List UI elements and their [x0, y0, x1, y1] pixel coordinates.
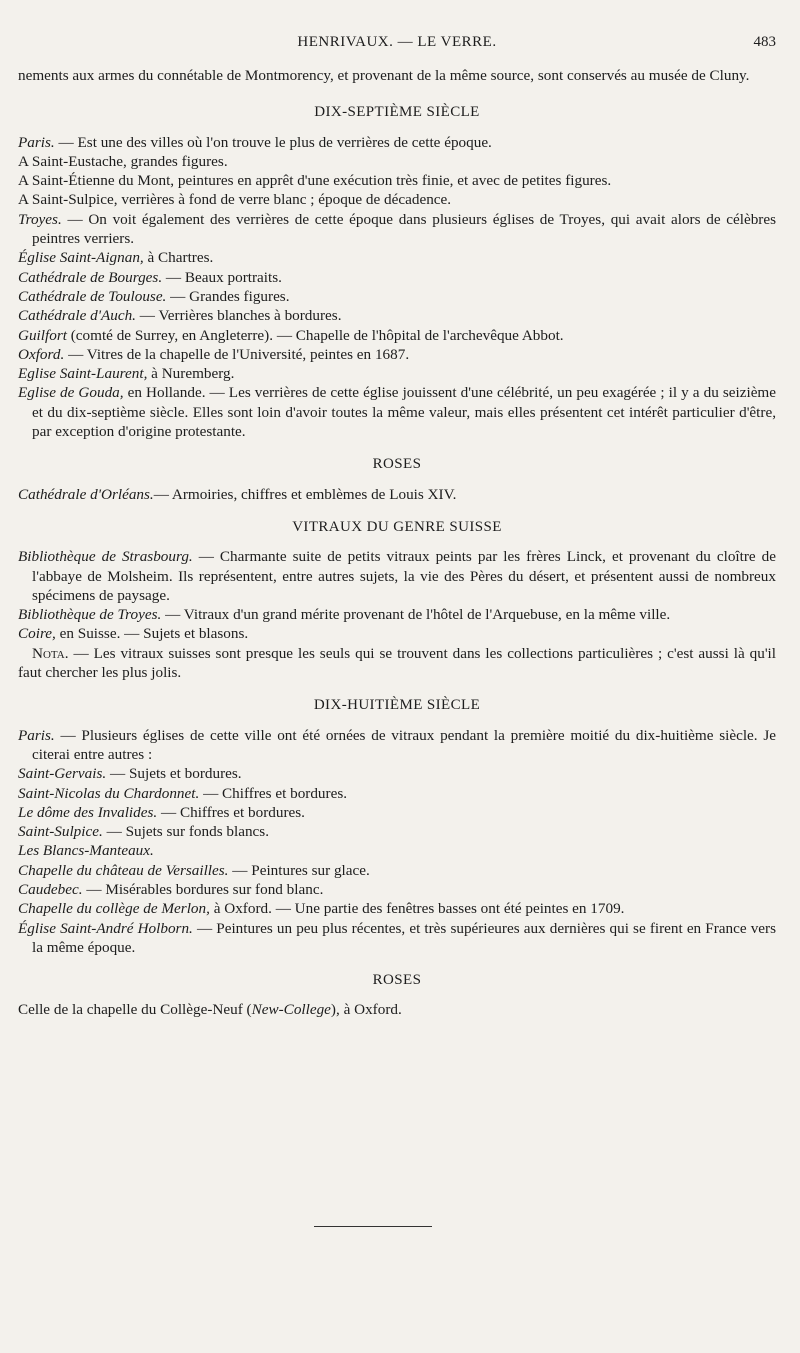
list-item [18, 306, 776, 325]
page-content [18, 66, 776, 1020]
list-item [18, 919, 776, 958]
entry-place: Coire, [18, 625, 56, 643]
entry-place: Cathédrale de Bourges. [18, 268, 163, 286]
page-header [18, 34, 776, 56]
list-item [18, 345, 776, 364]
list-item [18, 190, 776, 209]
entry-place: Troyes. [18, 210, 62, 228]
list-item [18, 547, 776, 605]
entry-text: à Nuremberg. [147, 365, 235, 383]
entry-text: à Oxford. — Une partie des fenêtres basses ont été peintes en 1709. [209, 900, 625, 918]
entry-list-swiss-style [18, 547, 776, 643]
entry-list-roses [18, 485, 776, 504]
entry-text: — Grandes figures. [166, 287, 290, 305]
entry-place: Bibliothèque de Troyes. [18, 606, 162, 624]
roses-text-after: ), à Oxford. [330, 1001, 402, 1019]
list-item [18, 880, 776, 899]
entry-place: Paris. [18, 726, 55, 744]
list-item [18, 485, 776, 504]
entry-text: A Saint-Sulpice, verrières à fond de verre blanc ; époque de décadence. [18, 191, 452, 209]
list-item [18, 605, 776, 624]
entry-place: Le dôme des Invalides. [18, 803, 158, 821]
entry-text: A Saint-Étienne du Mont, peintures en apprêt d'une exécution très finie, et avec de petites figures. [18, 172, 612, 190]
nota-paragraph [18, 644, 776, 683]
nota-text: — Les vitraux suisses sont presque les seuls qui se trouvent dans les collections particulières ; c'est aussi là qu'il faut chercher les plus jolis. [18, 644, 776, 682]
entry-place: Les Blancs-Manteaux. [18, 842, 154, 860]
entry-text: — Peintures un peu plus récentes, et très supérieures aux dernières qui se firent en France vers la même époque. [32, 919, 776, 956]
entry-place: Cathédrale de Toulouse. [18, 287, 167, 305]
section-title-roses-2: ROSES [372, 972, 422, 989]
entry-place: Chapelle du château de Versailles. [18, 861, 229, 879]
list-item [18, 899, 776, 918]
entry-place: Paris. [18, 133, 55, 151]
section-title-18th-century: DIX-HUITIÈME SIÈCLE [313, 697, 481, 714]
entry-place: Cathédrale d'Auch. [18, 307, 136, 325]
entry-place: Guilfort [18, 326, 67, 344]
entry-place: Église Saint-Aignan, [18, 249, 144, 267]
entry-place: Eglise de Gouda, [18, 384, 124, 402]
entry-list-17th-century [18, 133, 776, 442]
entry-place: Saint-Gervais. [18, 765, 107, 783]
entry-text: — Est une des villes où l'on trouve le plus de verrières de cette époque. [54, 133, 492, 151]
list-item [18, 210, 776, 249]
entry-text: à Chartres. [143, 249, 214, 267]
entry-text: — Plusieurs églises de cette ville ont été ornées de vitraux pendant la première moitié du dix-huitième siècle. Je citerai entre autres : [32, 726, 776, 763]
nota-label: Nota. [32, 644, 69, 662]
entry-place: Eglise Saint-Laurent, [18, 365, 148, 383]
list-item [18, 383, 776, 441]
entry-text: — Charmante suite de petits vitraux peints par les frères Linck, et provenant du cloître de l'abbaye de Molsheim. Ils représentent, entre autres sujets, la vie des Pères du désert, et présentent aussi de nombreux spécimens de paysage. [32, 548, 777, 604]
footnote-rule [314, 1226, 432, 1227]
intro-paragraph: nements aux armes du connétable de Montmorency, et provenant de la même source, sont conservés au musée de Cluny. [18, 67, 750, 84]
entry-place: Caudebec. [18, 880, 83, 898]
entry-place: Bibliothèque de Strasbourg. [18, 548, 193, 566]
roses-text-before: Celle de la chapelle du Collège-Neuf ( [18, 1001, 252, 1019]
roses-text-italic: New-College [251, 1001, 331, 1019]
entry-text: — On voit également des verrières de cette époque dans plusieurs églises de Troyes, qui avait alors de célèbres peintres verriers. [32, 210, 776, 248]
entry-place: Chapelle du collège de Merlon, [18, 900, 210, 918]
entry-text: en Hollande. — Les verrières de cette église jouissent d'une célébrité, un peu exagérée ; il y a du seizième et du dix-septième siècle. Elles sont loin d'avoir toutes la même valeur, mais elles présentent cet intérêt particulier d'être, par exception d'origine protestante. [32, 384, 776, 441]
entry-text: — Armoiries, chiffres et emblèmes de Louis XIV. [153, 485, 457, 503]
list-item [18, 171, 776, 190]
section-title-swiss-style: VITRAUX DU GENRE SUISSE [292, 518, 502, 535]
list-item [18, 861, 776, 880]
list-item [18, 784, 776, 803]
entry-text: — Vitres de la chapelle de l'Université, peintes en 1687. [64, 345, 410, 363]
entry-text: (comté de Surrey, en Angleterre). — Chapelle de l'hôpital de l'archevêque Abbot. [66, 326, 564, 344]
entry-place: Cathédrale d'Orléans. [18, 485, 154, 503]
entry-list-18th-century [18, 726, 776, 958]
entry-text: — Beaux portraits. [162, 268, 282, 286]
list-item [18, 624, 776, 643]
entry-text: — Chiffres et bordures. [199, 784, 348, 802]
section-title-roses: ROSES [372, 456, 422, 473]
list-item [18, 133, 776, 152]
entry-text: en Suisse. — Sujets et blasons. [55, 625, 249, 643]
list-item [18, 764, 776, 783]
list-item [18, 822, 776, 841]
entry-place: Saint-Nicolas du Chardonnet. [18, 784, 200, 802]
page-number: 483 [753, 34, 776, 50]
entry-text: — Verrières blanches à bordures. [135, 307, 342, 325]
entry-text: — Misérables bordures sur fond blanc. [82, 880, 324, 898]
list-item [18, 841, 776, 860]
entry-text: — Chiffres et bordures. [157, 803, 305, 821]
list-item [18, 287, 776, 306]
entry-place: Oxford. [18, 345, 65, 363]
section-title-17th-century: DIX-SEPTIÈME SIÈCLE [314, 104, 480, 121]
list-item [18, 326, 776, 345]
entry-place: Église Saint-André Holborn. [18, 919, 193, 937]
list-item [18, 248, 776, 267]
running-head: HENRIVAUX. — LE VERRE. [297, 34, 497, 50]
entry-text: A Saint-Eustache, grandes figures. [18, 152, 228, 170]
entry-place: Saint-Sulpice. [18, 823, 103, 841]
list-item [18, 364, 776, 383]
entry-text: — Vitraux d'un grand mérite provenant de l'hôtel de l'Arquebuse, en la même ville. [161, 606, 671, 624]
entry-text: — Peintures sur glace. [228, 861, 370, 879]
entry-text: — Sujets et bordures. [106, 765, 242, 783]
list-item [18, 152, 776, 171]
list-item [18, 268, 776, 287]
list-item [18, 726, 776, 765]
list-item [18, 803, 776, 822]
roses-new-college-paragraph [18, 1000, 776, 1019]
entry-text: — Sujets sur fonds blancs. [102, 823, 269, 841]
